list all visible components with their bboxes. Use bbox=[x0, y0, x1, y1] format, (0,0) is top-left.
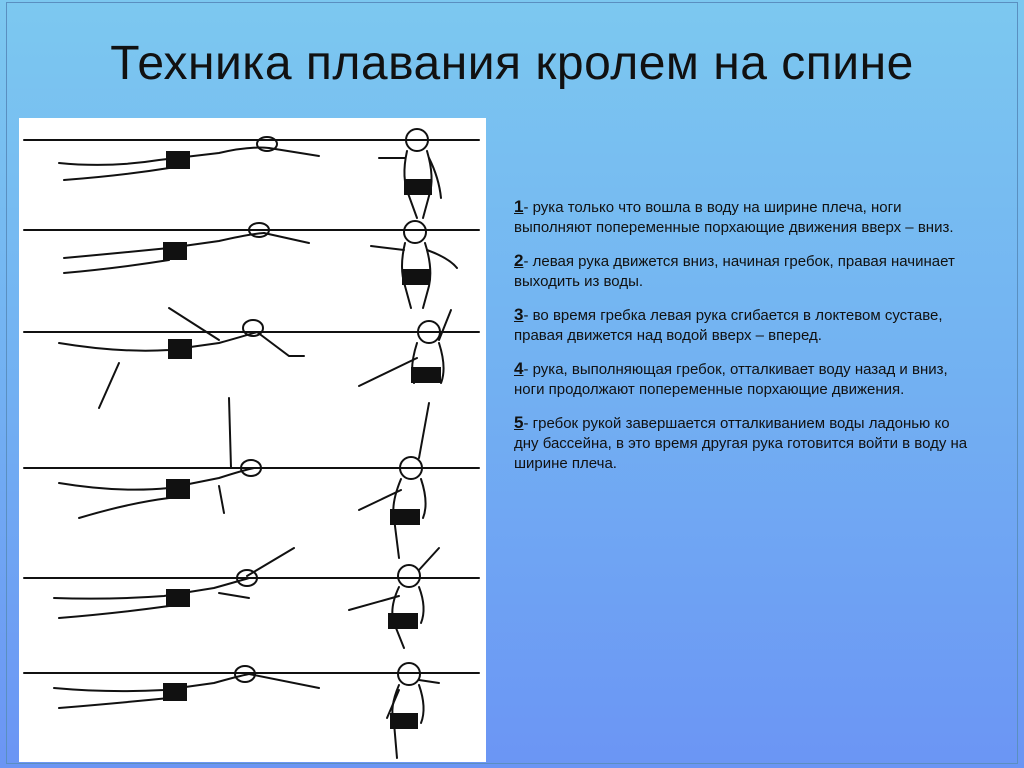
front-swimmer-1 bbox=[379, 129, 441, 218]
step-5 bbox=[514, 413, 974, 474]
side-swimmer-5 bbox=[54, 548, 294, 618]
step-number: 1 bbox=[514, 197, 524, 216]
front-swimmer-4 bbox=[359, 403, 429, 558]
step-text: - рука, выполняющая гребок, отталкивает воду назад и вниз, ноги продолжают попеременные порхающие движения. bbox=[514, 361, 948, 398]
step-text: - рука только что вошла в воду на ширине плеча, ноги выполняют попеременные порхающие движения вверх – вниз. bbox=[514, 199, 954, 236]
step-3 bbox=[514, 305, 974, 346]
slide-title: Техника плавания кролем на спине bbox=[110, 37, 914, 90]
swimmer-drawings bbox=[19, 118, 486, 762]
side-swimmer-1 bbox=[59, 137, 319, 180]
step-text: - гребок рукой завершается отталкиванием воды ладонью ко дну бассейна, в это время другая рука готовится войти в воду на ширине плеча. bbox=[514, 415, 968, 472]
step-number: 4 bbox=[514, 359, 524, 378]
front-swimmer-6 bbox=[387, 663, 439, 758]
step-text: - во время гребка левая рука сгибается в локтевом суставе, правая движется над водой вверх – вперед. bbox=[514, 307, 943, 344]
steps-list bbox=[514, 197, 974, 487]
side-swimmer-4 bbox=[59, 398, 261, 518]
swimming-illustration bbox=[19, 118, 486, 762]
step-number: 5 bbox=[514, 413, 524, 432]
front-swimmer-3 bbox=[359, 310, 451, 386]
side-swimmer-3 bbox=[59, 308, 304, 408]
step-2 bbox=[514, 251, 974, 292]
step-number: 3 bbox=[514, 305, 524, 324]
front-swimmer-5 bbox=[349, 548, 439, 648]
step-4 bbox=[514, 359, 974, 400]
step-1 bbox=[514, 197, 974, 238]
step-text: - левая рука движется вниз, начиная гребок, правая начинает выходить из воды. bbox=[514, 253, 955, 290]
front-swimmer-2 bbox=[371, 221, 457, 308]
step-number: 2 bbox=[514, 251, 524, 270]
